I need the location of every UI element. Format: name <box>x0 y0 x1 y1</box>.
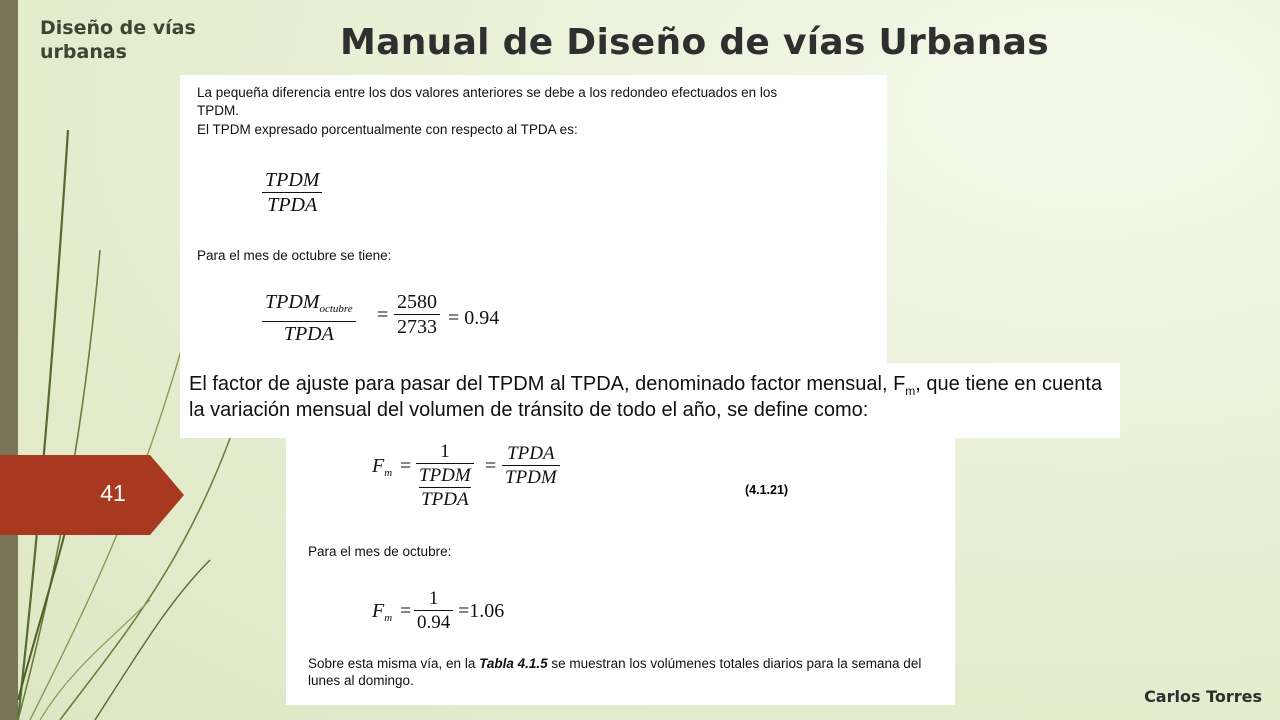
formula-denominator: 0.94 <box>417 612 451 633</box>
content-panel-bottom <box>286 437 955 705</box>
formula-numerator: TPDM <box>265 169 320 191</box>
formula-inner-fraction <box>416 464 474 511</box>
formula-october-ratio <box>262 290 356 346</box>
formula-result: =1.06 <box>458 600 505 622</box>
paragraph-line: La pequeña diferencia entre los dos valores anteriores se debe a los redondeo efectuados en los <box>197 85 778 100</box>
equals-sign: = <box>400 455 412 477</box>
formula-compound-fraction <box>416 440 474 511</box>
formula-subscript: octubre <box>319 302 353 315</box>
paragraph-line: TPDM. <box>197 103 239 118</box>
paragraph-line: Para el mes de octubre: <box>308 544 452 559</box>
paragraph-line: lunes al domingo. <box>308 673 414 688</box>
formula-denominator: TPDA <box>267 194 318 216</box>
formula-numerator: TPDA <box>507 443 555 464</box>
formula-october-fm <box>414 587 453 634</box>
formula-denominator: TPDA <box>283 322 334 345</box>
paragraph-line: Para el mes de octubre se tiene: <box>197 248 392 263</box>
formula-numerator: TPDM <box>419 465 471 486</box>
content-panel-top <box>180 75 887 365</box>
equals-sign: = <box>400 600 412 622</box>
page-title: Manual de Diseño de vías Urbanas <box>340 22 1049 63</box>
formula-denominator: TPDM <box>505 467 557 488</box>
formula-tpdm-over-tpda <box>262 168 322 217</box>
formula-numerator: 2580 <box>397 291 437 313</box>
formula-values <box>394 290 440 339</box>
formula-numerator: 1 <box>440 441 450 462</box>
slide-number: 41 <box>100 480 126 506</box>
formula-denominator: 2733 <box>397 316 437 338</box>
formula-denominator: TPDA <box>421 489 469 510</box>
formula-result: = 0.94 <box>448 307 500 329</box>
formula-numerator: 1 <box>428 588 439 609</box>
slide-number-badge <box>0 455 184 535</box>
fm-symbol: $F_m$ <box>372 455 393 479</box>
paragraph-line: El TPDM expresado porcentualmente con respecto al TPDA es: <box>197 122 578 137</box>
equals-sign: = <box>377 304 389 326</box>
definition-line: El factor de ajuste para pasar del TPDM al TPDA, denominado factor mensual, $F_m$, que tiene en cuenta <box>189 373 1103 398</box>
equals-sign: = <box>485 455 497 477</box>
formula-tpda-over-tpdm <box>502 442 560 489</box>
fm-symbol: $F_m$ <box>372 600 393 624</box>
definition-line: la variación mensual del volumen de tránsito de todo el año, se define como: <box>189 399 869 421</box>
corner-section-title: Diseño de vías urbanas <box>40 17 196 63</box>
definition-panel <box>180 363 1120 438</box>
paragraph-line: Sobre esta misma vía, en la Tabla 4.1.5 se muestran los volúmenes totales diarios para la semana del <box>308 656 922 671</box>
author-name: Carlos Torres <box>1144 687 1262 706</box>
formula-numerator: TPDM <box>265 291 320 313</box>
equation-number: (4.1.21) <box>745 483 789 497</box>
